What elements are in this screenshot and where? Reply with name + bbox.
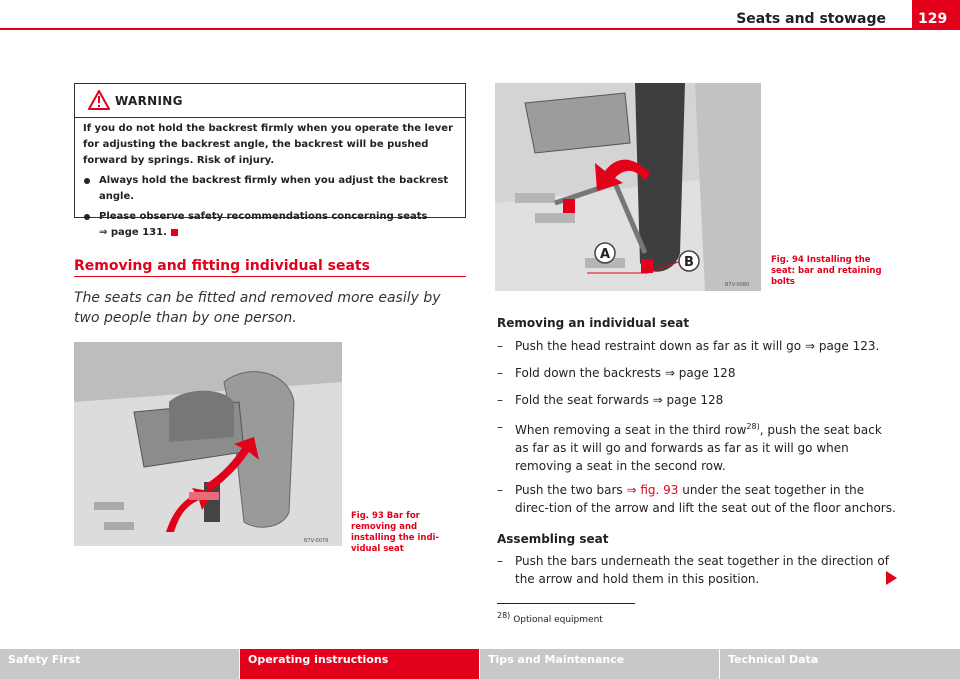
warning-bullet xyxy=(83,209,459,241)
seat-installing-illustration xyxy=(495,83,761,291)
footnote-rule xyxy=(497,603,635,604)
header-rule xyxy=(0,28,960,30)
label-b: B xyxy=(684,255,694,270)
section-intro: The seats can be fitted and removed more easily by two people than by one person. xyxy=(74,290,441,326)
footnote xyxy=(497,611,603,625)
removing-step: – Push the head restraint down as far as it will go ⇒ page 123. xyxy=(497,339,880,353)
warning-header xyxy=(75,84,465,118)
bullet-dot-icon xyxy=(84,178,90,184)
warning-label: WARNING xyxy=(115,94,183,108)
removing-step: – Push the two bars ⇒ fig. 93 under the seat together in the direc-tion of the arrow and lift the seat out of the floor anchors. xyxy=(497,483,896,515)
removing-step: – When removing a seat in the third row$^{28)}$, push the seat back as far as it will go and forwards as far as it will go when removing a seat in the second row. xyxy=(497,420,882,473)
end-of-section-icon xyxy=(171,229,178,236)
tab-operating-instructions[interactable]: Operating instructions xyxy=(240,649,479,679)
warning-text xyxy=(83,121,459,241)
page-number: 129 xyxy=(918,11,948,27)
removing-step: – Fold down the backrests ⇒ page 128 xyxy=(497,366,736,380)
footnote-text: Optional equipment xyxy=(513,615,603,625)
section-rule xyxy=(74,276,466,277)
figure-code: B7V-0079 xyxy=(304,538,329,544)
assembling-heading: Assembling seat xyxy=(497,532,609,546)
tab-tips-and-maintenance[interactable]: Tips and Maintenance xyxy=(480,649,719,679)
figure-93-image xyxy=(74,342,342,546)
tab-technical-data[interactable]: Technical Data xyxy=(720,649,960,679)
page-ref-link[interactable]: ⇒ page 123. xyxy=(804,339,880,353)
warning-triangle-icon xyxy=(88,90,110,110)
section-title: Removing and fitting individual seats xyxy=(74,258,370,274)
tab-safety-first[interactable]: Safety First xyxy=(0,649,239,679)
assembling-step: – Push the bars underneath the seat together in the direction of the arrow and hold them in this position. xyxy=(497,554,889,586)
bullet-dot-icon xyxy=(84,214,90,220)
next-page-arrow-icon[interactable] xyxy=(886,571,897,585)
warning-box xyxy=(74,83,466,238)
footer-nav xyxy=(0,649,960,679)
footnote-mark: 28) xyxy=(497,611,511,620)
warning-bullet-text: Please observe safety recommendations concerning seats xyxy=(99,211,428,222)
page-ref-link[interactable]: ⇒ page 128 xyxy=(652,393,724,407)
label-a: A xyxy=(600,247,611,262)
figure-93-caption: Fig. 93 Bar for removing and installing the indi-vidual seat xyxy=(351,511,439,554)
warning-page-ref[interactable]: ⇒ page 131. xyxy=(99,227,167,238)
running-header: Seats and stowage xyxy=(736,11,886,27)
footnote-ref[interactable]: 28) xyxy=(746,422,760,431)
figure-94-caption: Fig. 94 Installing the seat: bar and retaining bolts xyxy=(771,255,882,287)
warning-bullet-text: Always hold the backrest firmly when you adjust the backrest angle. xyxy=(99,175,449,202)
removing-step: – Fold the seat forwards ⇒ page 128 xyxy=(497,393,724,407)
figure-ref-link[interactable]: ⇒ fig. 93 xyxy=(626,483,679,497)
figure-code: B7V-0080 xyxy=(725,282,750,288)
warning-paragraph: If you do not hold the backrest firmly when you operate the lever for adjusting the backrest angle, the backrest will be pushed forward by springs. Risk of injury. xyxy=(83,123,453,166)
figure-94-image xyxy=(495,83,761,291)
page-ref-link[interactable]: ⇒ page 128 xyxy=(664,366,736,380)
warning-bullet xyxy=(83,173,459,205)
removing-heading: Removing an individual seat xyxy=(497,316,690,330)
seat-removal-illustration xyxy=(74,342,342,546)
